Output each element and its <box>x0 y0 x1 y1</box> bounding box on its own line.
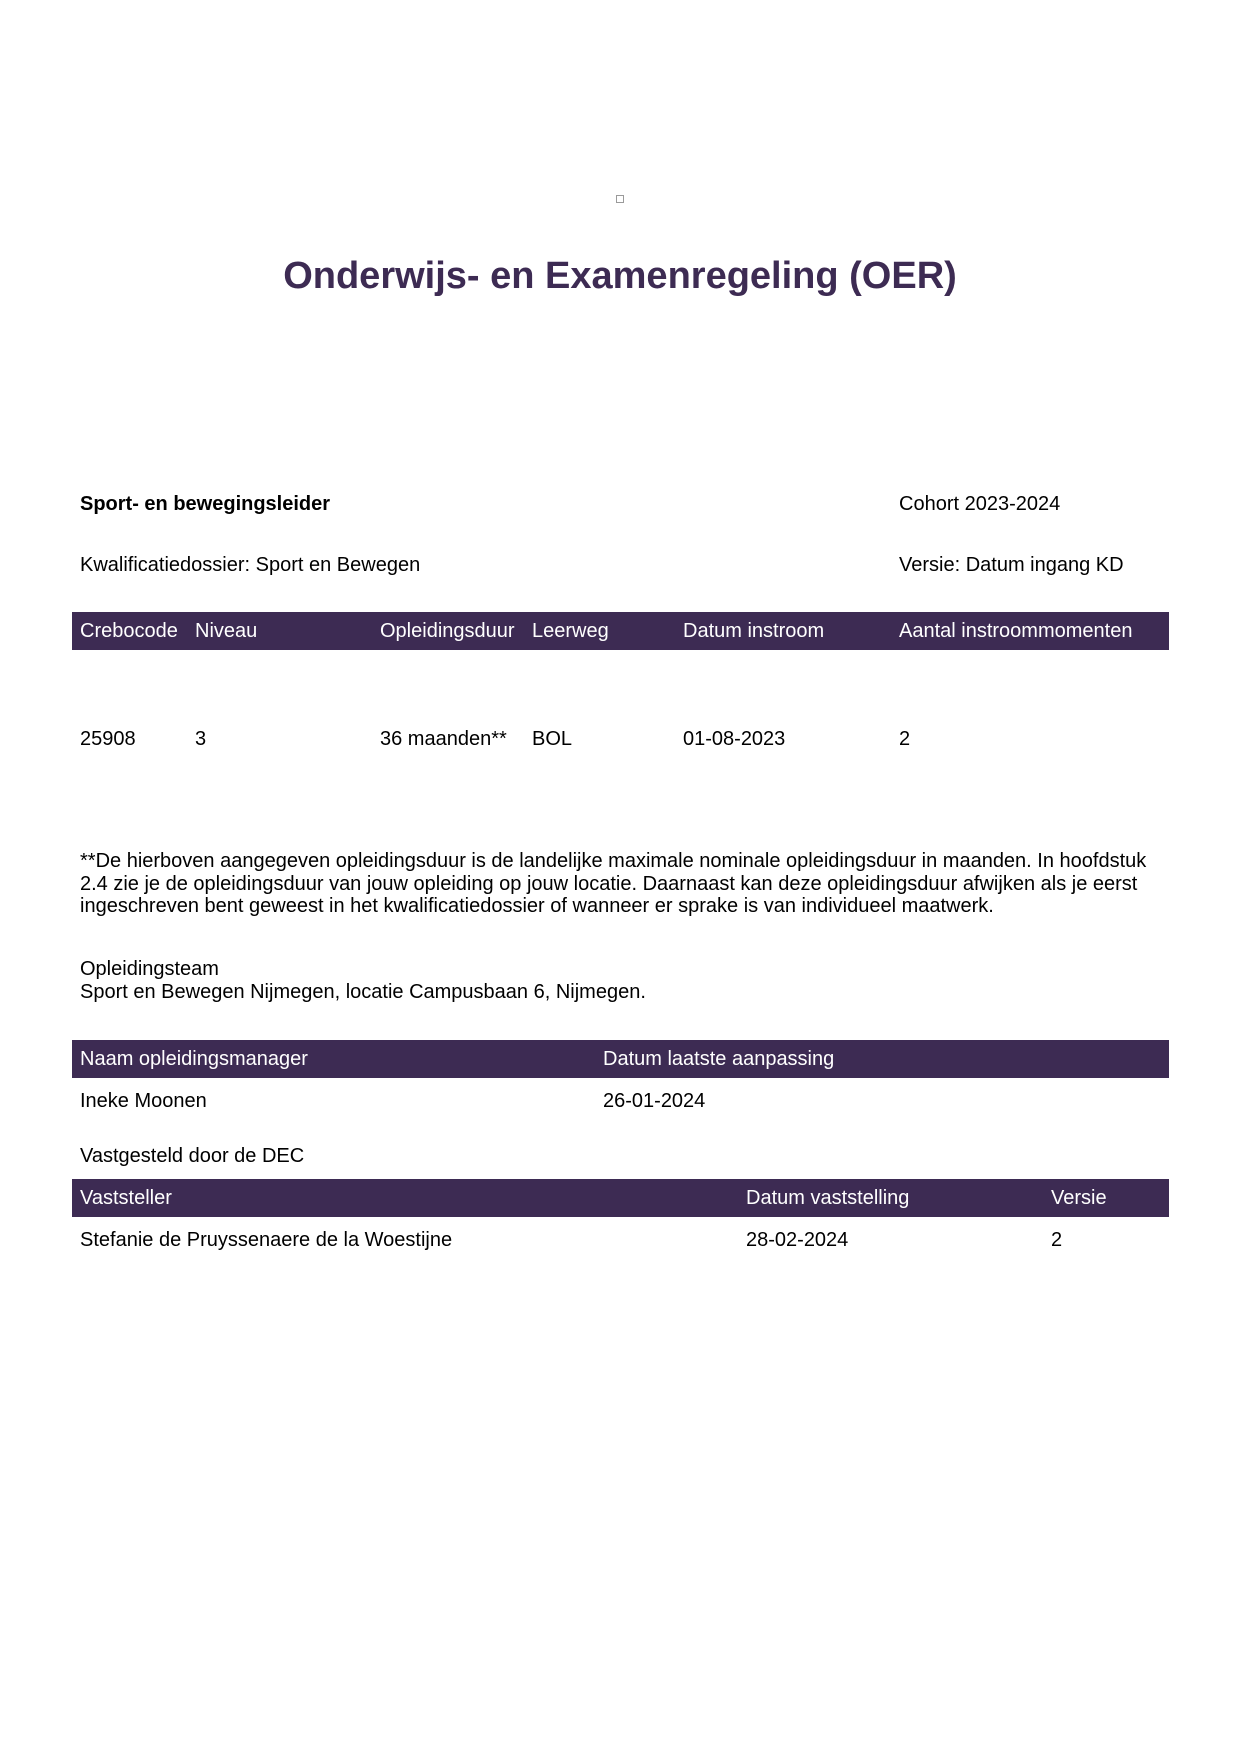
cell-datum-laatste-aanpassing: 26-01-2024 <box>603 1090 706 1112</box>
cell-crebocode: 25908 <box>80 728 136 750</box>
manager-table-header <box>72 1040 1169 1078</box>
header-crebocode: Crebocode <box>80 620 178 642</box>
header-vaststeller: Vaststeller <box>80 1187 172 1209</box>
cohort: Cohort 2023-2024 <box>899 493 1061 515</box>
header-versie: Versie <box>1051 1187 1107 1209</box>
cell-opleidingsduur: 36 maanden** <box>380 728 507 750</box>
header-naam-opleidingsmanager: Naam opleidingsmanager <box>80 1048 308 1070</box>
cell-datum-instroom: 01-08-2023 <box>683 728 786 750</box>
header-aantal-instroommomenten: Aantal instroommomenten <box>899 620 1133 642</box>
header-datum-vaststelling: Datum vaststelling <box>746 1187 910 1209</box>
cell-aantal-instroommomenten: 2 <box>899 728 911 750</box>
program-name: Sport- en bewegingsleider <box>80 493 331 515</box>
cell-datum-vaststelling: 28-02-2024 <box>746 1229 849 1251</box>
header-niveau: Niveau <box>195 620 258 642</box>
versie: Versie: Datum ingang KD <box>899 554 1124 576</box>
header-opleidingsduur: Opleidingsduur <box>380 620 515 642</box>
logo-placeholder-icon <box>616 195 624 203</box>
team-label: Opleidingsteam <box>80 958 219 980</box>
dec-label: Vastgesteld door de DEC <box>80 1145 305 1167</box>
cell-vaststeller: Stefanie de Pruyssenaere de la Woestijne <box>80 1229 453 1251</box>
footnote: **De hierboven aangegeven opleidingsduur is de landelijke maximale nominale opleidingsduur in maanden. In hoofdstuk 2.4 zie je de opleidingsduur van jouw opleiding op jouw locatie. Daarnaast kan deze opleidingsduur afwijken als je eerst ingeschreven bent geweest in het kwalificatiedossier of wanneer er sprake is van individueel maatwerk. <box>80 850 1147 917</box>
document-title: Onderwijs- en Examenregeling (OER) <box>283 255 957 297</box>
header-datum-laatste-aanpassing: Datum laatste aanpassing <box>603 1048 835 1070</box>
header-leerweg: Leerweg <box>532 620 609 642</box>
cell-leerweg: BOL <box>532 728 573 750</box>
team-location: Sport en Bewegen Nijmegen, locatie Campusbaan 6, Nijmegen. <box>80 981 646 1003</box>
cell-niveau: 3 <box>195 728 207 750</box>
program-table-header <box>72 612 1169 650</box>
cell-manager-name: Ineke Moonen <box>80 1090 207 1112</box>
header-datum-instroom: Datum instroom <box>683 620 825 642</box>
kwalificatiedossier: Kwalificatiedossier: Sport en Bewegen <box>80 554 421 576</box>
cell-versie: 2 <box>1051 1229 1063 1251</box>
dec-table-header <box>72 1179 1169 1217</box>
